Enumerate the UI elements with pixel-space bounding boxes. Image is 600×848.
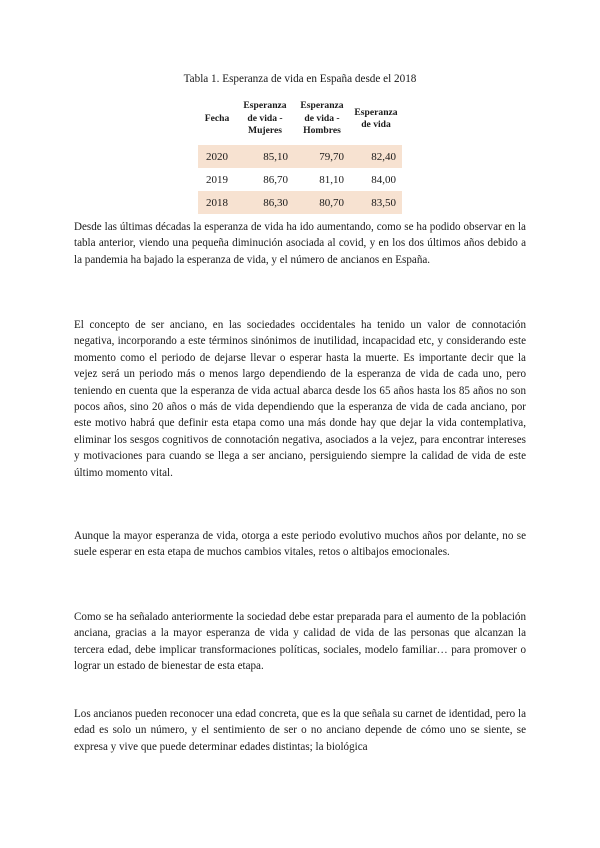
header-total: Esperanza de vida: [354, 106, 398, 130]
table-cell: 85,10: [236, 145, 294, 168]
table-cell: 79,70: [294, 145, 350, 168]
table-header-row: [198, 93, 402, 145]
table-cell: 86,30: [236, 191, 294, 214]
table-row: [198, 168, 402, 191]
table-cell: 81,10: [294, 168, 350, 191]
life-expectancy-table: [198, 93, 402, 214]
table-cell: 2018: [198, 191, 236, 214]
table-cell: 2019: [198, 168, 236, 191]
paragraph-3: Aunque la mayor esperanza de vida, otorga a este periodo evolutivo muchos años por delante, no se suele esperar en esta etapa de muchos cambios vitales, retos o altibajos emocionales.: [74, 530, 526, 559]
table-row: [198, 145, 402, 168]
paragraph-4: Como se ha señalado anteriormente la sociedad debe estar preparada para el aumento de la población anciana, gracias a la mayor esperanza de vida y calidad de vida de las personas que alcanzan la tercera edad, debe implicar transformaciones políticas, sociales, modelo familiar… para promover o lograr un estado de bienestar de esta etapa.: [74, 611, 526, 673]
table-cell: 84,00: [350, 168, 402, 191]
paragraph-1: Desde las últimas décadas la esperanza de vida ha ido aumentando, como se ha podido observar en la tabla anterior, viendo una pequeña diminución asociada al covid, y en los dos últimos años debido a la pandemia ha bajado la esperanza de vida, y el número de ancianos en España.: [74, 221, 526, 266]
table-cell: 2020: [198, 145, 236, 168]
table-row: [198, 191, 402, 214]
table-caption: Tabla 1. Esperanza de vida en España desde el 2018: [183, 73, 417, 85]
table-cell: 86,70: [236, 168, 294, 191]
paragraph-5: Los ancianos pueden reconocer una edad concreta, que es la que señala su carnet de identidad, pero la edad es solo un número, y el sentimiento de ser o no anciano depende de cómo uno se siente, se expresa y vive que puede determinar edades distintas; la biológica: [74, 708, 526, 753]
header-hombres: Esperanza de vida - Hombres: [300, 100, 344, 137]
header-fecha: Fecha: [204, 112, 230, 124]
paragraph-2: El concepto de ser anciano, en las sociedades occidentales ha tenido un valor de connotación negativa, incorporando a este términos sinónimos de inutilidad, incapacidad etc, y considerando este momento como el periodo de dejarse llevar o esperar hasta la muerte. Es importante decir que la vejez será un periodo más o menos largo dependiendo de la esperanza de vida de cada uno, pero teniendo en cuenta que la esperanza de vida actual abarca desde los 65 años hasta los 85 años no son pocos años, sino 20 años o más de vida dependiendo que la esperanza de vida de cada anciano, por este motivo habrá que definir esta etapa como una más donde hay que dejar la vida contemplativa, eliminar los sesgos cognitivos de connotación negativa, asociados a la vejez, para encontrar intereses y motivaciones para cuando se llega a ser anciano, persiguiendo siempre la calidad de vida de este último momento vital.: [74, 319, 526, 479]
table-cell: 80,70: [294, 191, 350, 214]
table-cell: 83,50: [350, 191, 402, 214]
header-mujeres: Esperanza de vida - Mujeres: [243, 100, 287, 137]
table-cell: 82,40: [350, 145, 402, 168]
